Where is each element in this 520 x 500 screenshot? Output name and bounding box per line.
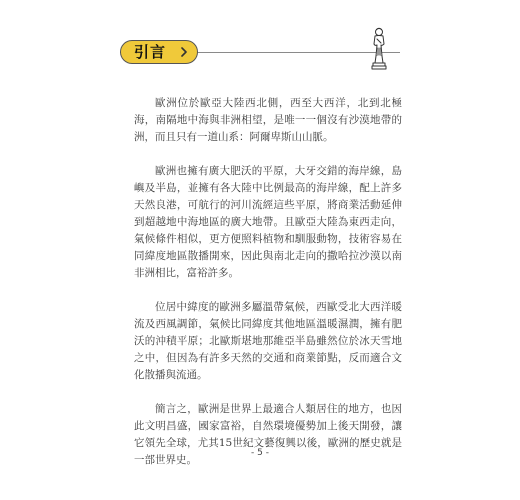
paragraph: 位居中緯度的歐洲多屬溫帶氣候，西歐受北大西洋暖流及西風調節，氣候比同緯度其他地區溫暖濕潤，擁有肥沃的沖積平原；北歐斯堪地那維亞半島雖然位於冰天雪地之中，但因為有許多天然的交通和商業節點，反而適合文化散播與流通。 (134, 301, 402, 381)
paragraph: 歐洲也擁有廣大肥沃的平原，大牙交錯的海岸線，島嶼及半島，並擁有各大陸中比例最高的海岸線，配上許多天然良港，可航行的河川流經這些平原，將商業活動延伸到超越地中海地區的廣大地帶。且歐亞大陸為東西走向，氣候條件相似，更方便照料植物和馴服動物，技術容易在同緯度地區散播開來，因此與南北走向的撒哈拉沙漠以南非洲相比，富裕許多。 (134, 165, 402, 279)
paragraph: 歐洲位於歐亞大陸西北側，西至大西洋，北到北極海，南隔地中海與非洲相望，是唯一一個沒有沙漠地帶的洲，而且只有一道山系：阿爾卑斯山山脈。 (134, 97, 402, 143)
greek-statue-icon (368, 26, 390, 70)
chapter-header (120, 35, 400, 69)
chapter-title: 引言 (134, 43, 167, 61)
chevron-right-icon (179, 47, 189, 57)
title-badge (120, 40, 198, 64)
article-body (134, 95, 402, 486)
page-number: - 5 - (251, 448, 269, 458)
paragraph: 簡言之，歐洲是世界上最適合人類居住的地方，也因此文明昌盛，國家富裕，自然環境優勢加上後天開發，讓它領先全球，尤其15世紀文藝復興以後，歐洲的歷史就是一部世界史。 (134, 403, 402, 466)
